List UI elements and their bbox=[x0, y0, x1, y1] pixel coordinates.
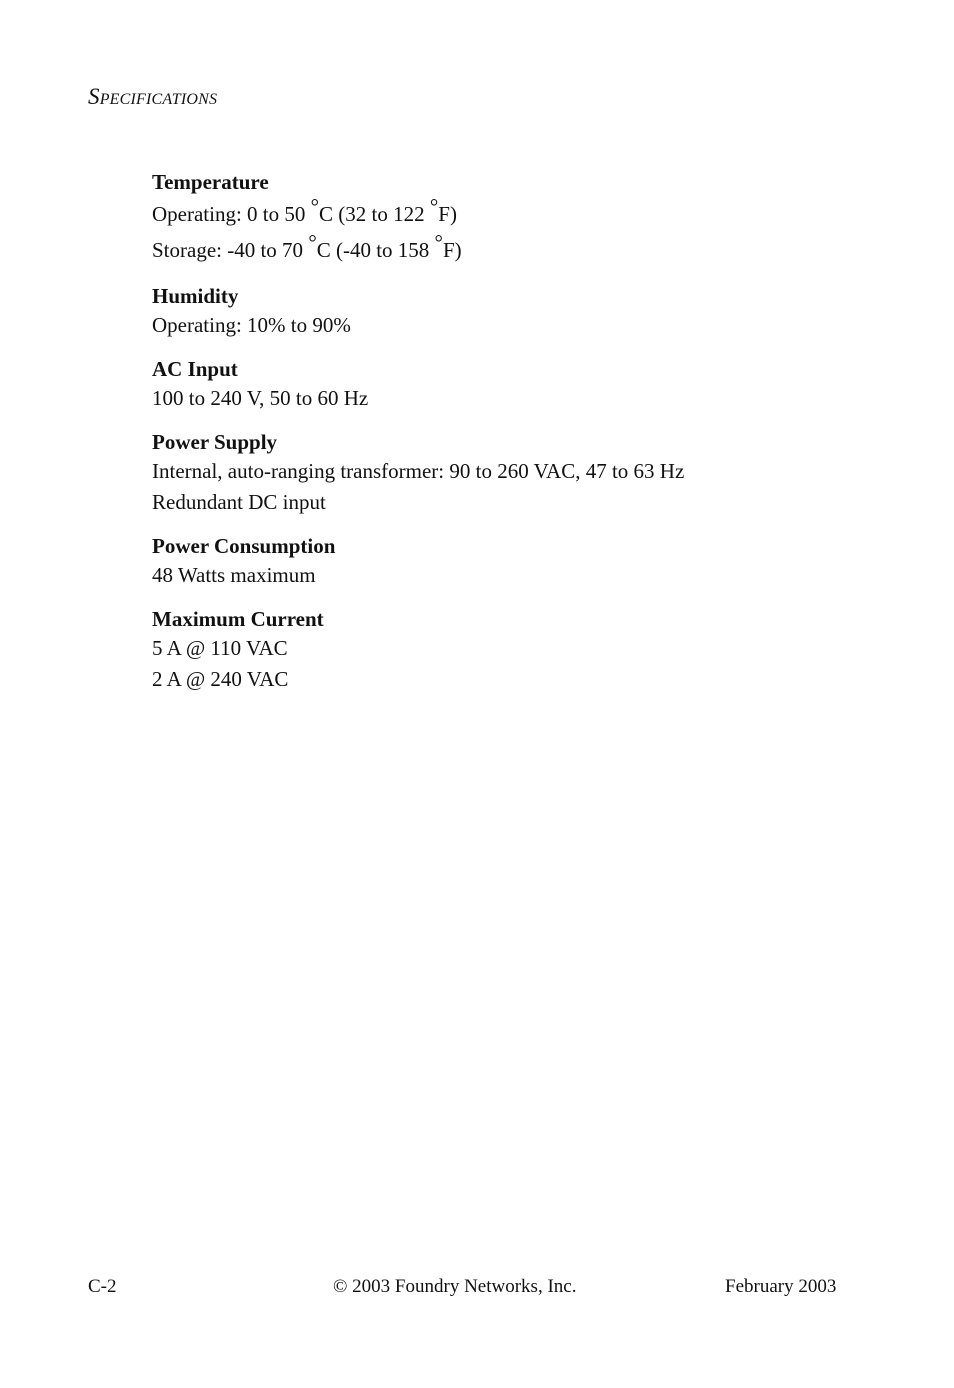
section-maximum-current bbox=[152, 605, 852, 695]
temperature-storage-end: F) bbox=[442, 238, 462, 262]
spec-line: 5 A @ 110 VAC bbox=[152, 636, 288, 660]
running-header-initial: S bbox=[88, 84, 100, 109]
temperature-operating-mid: C (32 to 122 bbox=[319, 202, 430, 226]
running-header bbox=[88, 84, 217, 110]
section-temperature bbox=[152, 168, 852, 268]
spec-line: 48 Watts maximum bbox=[152, 563, 316, 587]
footer-date: February 2003 bbox=[725, 1276, 837, 1297]
section-title-power-consumption: Power Consumption bbox=[152, 534, 336, 558]
temperature-storage bbox=[152, 232, 852, 268]
degree-symbol: ° bbox=[429, 194, 439, 218]
running-header-rest: PECIFICATIONS bbox=[99, 91, 218, 108]
section-title-power-supply: Power Supply bbox=[152, 430, 278, 454]
section-power-consumption bbox=[152, 532, 852, 591]
section-title-maximum-current: Maximum Current bbox=[152, 607, 324, 631]
temperature-storage-mid: C (-40 to 158 bbox=[316, 238, 435, 262]
degree-symbol: ° bbox=[310, 194, 320, 218]
section-title-humidity: Humidity bbox=[152, 284, 239, 308]
temperature-operating-end: F) bbox=[438, 202, 457, 226]
section-humidity bbox=[152, 282, 852, 341]
temperature-storage-prefix: Storage: -40 to 70 bbox=[152, 238, 309, 262]
footer-copyright: © 2003 Foundry Networks, Inc. bbox=[333, 1276, 577, 1297]
temperature-operating bbox=[152, 196, 852, 232]
section-ac-input bbox=[152, 355, 852, 414]
degree-symbol: ° bbox=[308, 230, 317, 254]
specifications-content bbox=[152, 168, 852, 709]
degree-symbol: ° bbox=[434, 230, 443, 254]
section-title-temperature: Temperature bbox=[152, 170, 269, 194]
spec-line: Operating: 10% to 90% bbox=[152, 313, 351, 337]
spec-line: Internal, auto-ranging transformer: 90 to 260 VAC, 47 to 63 Hz bbox=[152, 459, 685, 483]
spec-line: 2 A @ 240 VAC bbox=[152, 667, 289, 691]
spec-line: Redundant DC input bbox=[152, 490, 326, 514]
section-title-ac-input: AC Input bbox=[152, 357, 238, 381]
temperature-operating-prefix: Operating: 0 to 50 bbox=[152, 202, 311, 226]
section-power-supply bbox=[152, 428, 852, 518]
spec-line: 100 to 240 V, 50 to 60 Hz bbox=[152, 386, 369, 410]
footer-page-number: C-2 bbox=[88, 1276, 117, 1297]
